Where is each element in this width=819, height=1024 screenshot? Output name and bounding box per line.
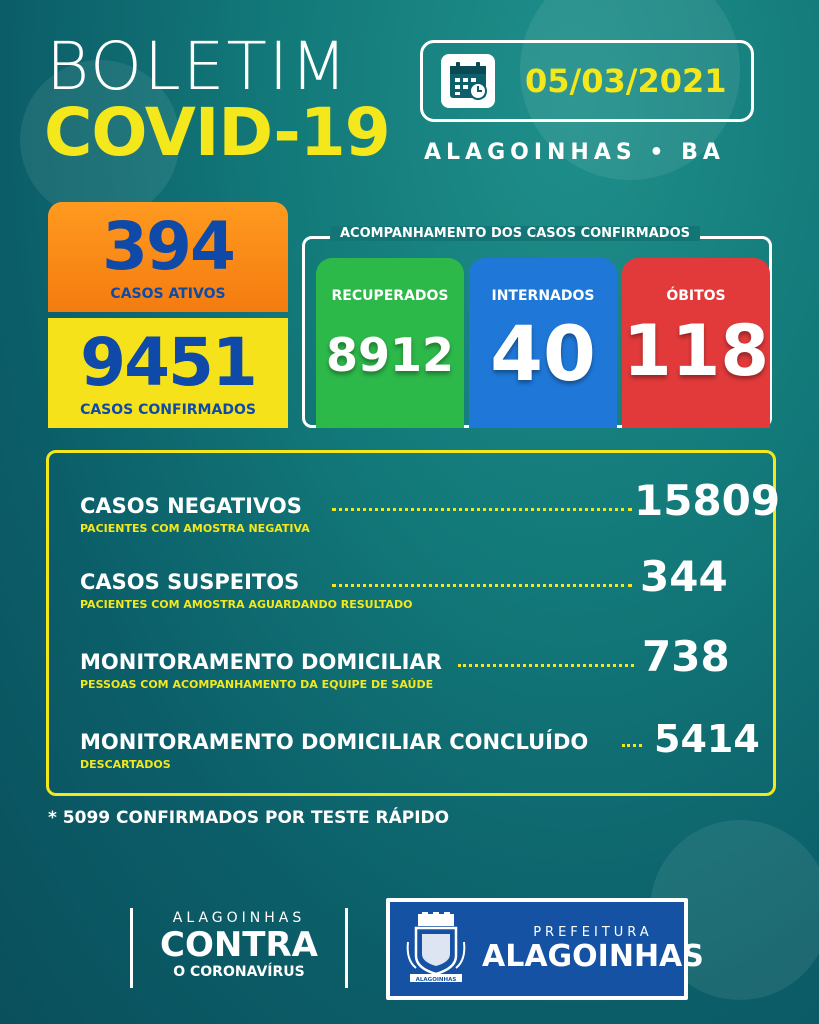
home-monitoring-row (80, 632, 770, 691)
confirmed-cases-box (48, 318, 288, 428)
row-subtitle: PACIENTES COM AMOSTRA NEGATIVA (80, 522, 310, 535)
prefeitura-logo (386, 898, 704, 1000)
row-value: 15809 (634, 476, 781, 525)
title-boletim: BOLETIM (46, 28, 350, 105)
dotted-leader (458, 664, 634, 667)
row-value: 344 (640, 552, 728, 601)
bulletin-date: 05/03/2021 (525, 62, 727, 100)
deaths-value: 118 (622, 310, 770, 392)
active-cases-box (48, 202, 288, 312)
dotted-leader (622, 744, 642, 747)
campaign-logo-line1: ALAGOINHAS (172, 910, 306, 926)
hospitalized-value: 40 (490, 309, 596, 398)
active-cases-label: CASOS ATIVOS (110, 286, 226, 302)
deaths-label: ÓBITOS (666, 288, 726, 304)
confirmed-cases-value: 9451 (80, 324, 256, 401)
row-value: 738 (642, 632, 730, 681)
recovered-card (316, 258, 464, 428)
home-monitoring-concluded-row (80, 717, 770, 771)
dotted-leader (332, 584, 632, 587)
suspect-cases-row (80, 552, 770, 611)
tracking-title: ACOMPANHAMENTO DOS CASOS CONFIRMADOS (330, 226, 700, 241)
row-value: 5414 (654, 717, 760, 761)
hospitalized-card (469, 258, 617, 428)
negative-cases-row (80, 476, 781, 535)
row-subtitle: DESCARTADOS (80, 758, 171, 771)
row-name: CASOS NEGATIVOS (80, 494, 302, 518)
crest-caption: ALAGOINHAS (415, 977, 457, 983)
city-crest-icon (404, 912, 468, 986)
prefeitura-city: ALAGOINHAS (482, 939, 704, 974)
title-covid: COVID-19 (44, 94, 390, 171)
campaign-logo (130, 908, 348, 988)
date-box (420, 40, 754, 122)
campaign-logo-line2: CONTRA (160, 925, 318, 965)
row-subtitle: PESSOAS COM ACOMPANHAMENTO DA EQUIPE DE SAÚDE (80, 678, 434, 691)
prefeitura-label: PREFEITURA (533, 925, 653, 940)
row-name: MONITORAMENTO DOMICILIAR CONCLUÍDO (80, 730, 589, 754)
dotted-leader (332, 508, 632, 511)
recovered-label: RECUPERADOS (331, 288, 449, 304)
campaign-logo-line3: O CORONAVÍRUS (173, 964, 305, 980)
deaths-card (622, 258, 770, 428)
active-cases-value: 394 (102, 208, 234, 285)
confirmed-cases-label: CASOS CONFIRMADOS (80, 402, 256, 418)
row-name: CASOS SUSPEITOS (80, 570, 300, 594)
hospitalized-label: INTERNADOS (491, 288, 595, 304)
location-label: ALAGOINHAS • BA (424, 140, 725, 165)
calendar-icon (441, 54, 495, 108)
footnote: * 5099 CONFIRMADOS POR TESTE RÁPIDO (48, 808, 450, 828)
recovered-value: 8912 (325, 328, 455, 382)
row-subtitle: PACIENTES COM AMOSTRA AGUARDANDO RESULTADO (80, 598, 413, 611)
row-name: MONITORAMENTO DOMICILIAR (80, 650, 442, 674)
